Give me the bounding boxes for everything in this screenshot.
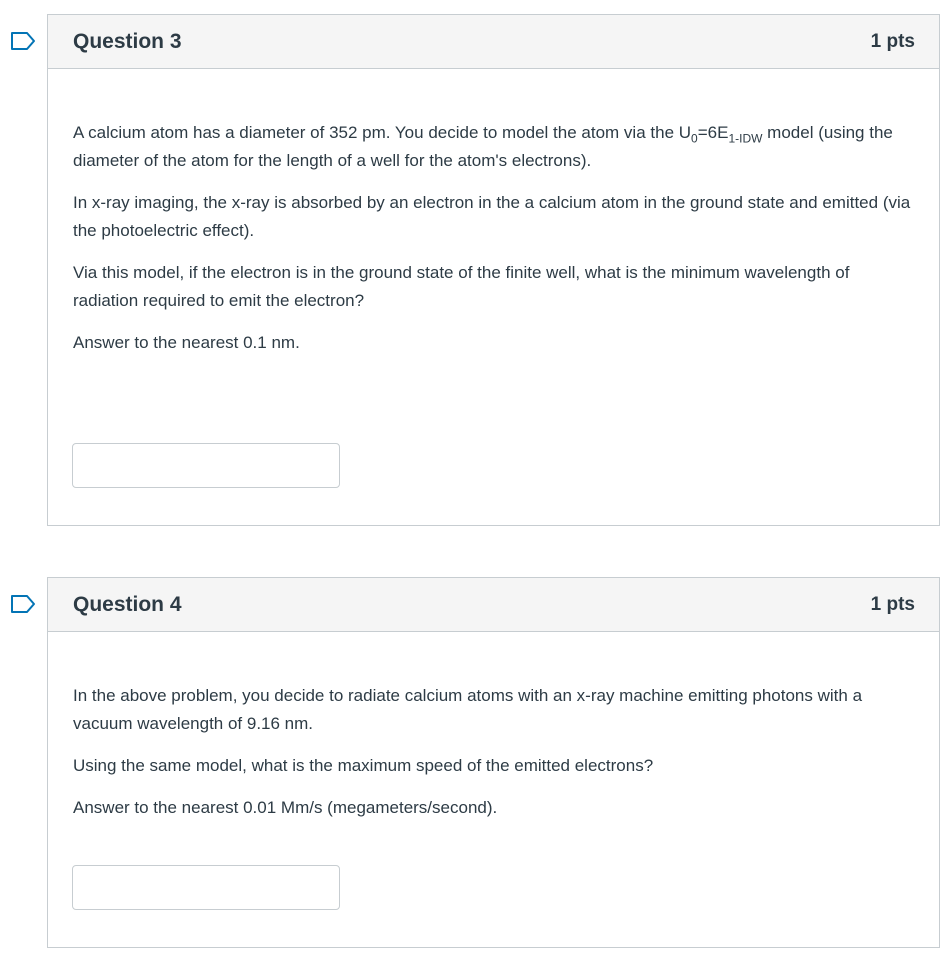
question-paragraph: Using the same model, what is the maximum speed of the emitted electrons? (73, 756, 654, 775)
question-paragraph (73, 119, 914, 175)
answer-input[interactable] (72, 865, 340, 910)
question-points: 1 pts (870, 593, 915, 615)
question-header (48, 578, 939, 632)
subscript: 0 (691, 131, 698, 146)
question-paragraph: Via this model, if the electron is in the ground state of the finite well, what is the minimum wavelength of radiation required to emit the electron? (73, 263, 850, 310)
question-text (48, 632, 939, 822)
question-4-card (47, 577, 940, 948)
question-text (48, 69, 939, 357)
question-instruction: Answer to the nearest 0.1 nm. (73, 333, 300, 352)
text-segment: A calcium atom has a diameter of 352 pm. You decide to model the atom via the U (73, 123, 692, 142)
question-title: Question 4 (73, 592, 182, 616)
question-points: 1 pts (870, 30, 915, 52)
flag-question-icon[interactable] (10, 594, 36, 614)
question-paragraph: In the above problem, you decide to radiate calcium atoms with an x-ray machine emitting photons with a vacuum wavelength of 9.16 nm. (73, 686, 863, 733)
text-segment: model (using the diameter of the atom for the length of a well for the atom's electrons). (73, 123, 893, 170)
answer-input[interactable] (72, 443, 340, 488)
question-title: Question 3 (73, 29, 182, 53)
question-3-card (47, 14, 940, 526)
flag-question-icon[interactable] (10, 31, 36, 51)
subscript: 1-IDW (728, 131, 763, 146)
text-segment: =6E (697, 123, 729, 142)
question-instruction: Answer to the nearest 0.01 Mm/s (megameters/second). (73, 798, 498, 817)
question-paragraph: In x-ray imaging, the x-ray is absorbed by an electron in the a calcium atom in the ground state and emitted (via the photoelectric effect). (73, 193, 911, 240)
question-header (48, 15, 939, 69)
